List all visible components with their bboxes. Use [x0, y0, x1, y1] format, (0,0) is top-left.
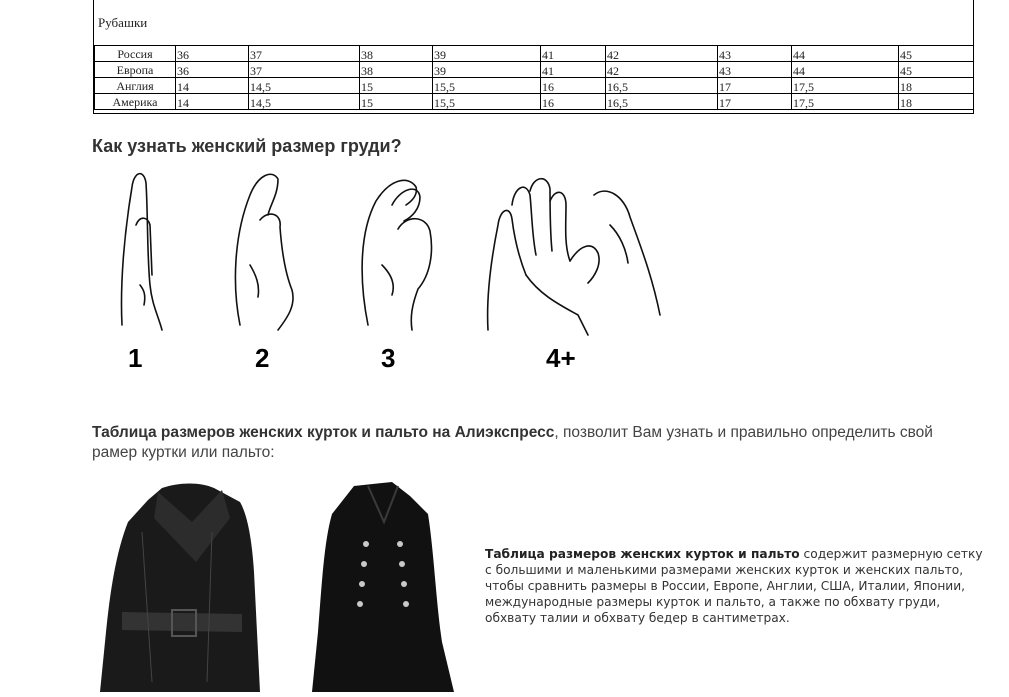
- size-cell: 41: [541, 46, 606, 62]
- size-cell: 45: [899, 62, 974, 78]
- size-cell: 17: [718, 94, 792, 110]
- table-row: [95, 62, 974, 78]
- bust-size-label: 2: [255, 343, 270, 373]
- size-cell: 16,5: [606, 94, 718, 110]
- size-cell: 39: [433, 46, 541, 62]
- description-bold: Таблица размеров женских курток и пальто: [485, 547, 800, 561]
- hand-four-fingers-icon: [488, 179, 660, 335]
- size-cell: 44: [792, 46, 899, 62]
- leather-jacket-icon: [100, 484, 260, 693]
- bust-size-hands-illustration: [100, 165, 680, 380]
- size-cell: 17,5: [792, 78, 899, 94]
- table-row: [95, 94, 974, 110]
- size-cell: 18: [899, 78, 974, 94]
- size-cell: 45: [899, 46, 974, 62]
- size-cell: 38: [360, 62, 433, 78]
- size-cell: 18: [899, 94, 974, 110]
- hand-one-finger-icon: [121, 174, 162, 330]
- intro-text: , позволит Вам узнать и правильно определить свой рамер куртки или пальто:: [92, 424, 933, 461]
- table-caption: Рубашки: [98, 15, 148, 30]
- table-row: [95, 46, 974, 62]
- hand-two-fingers-icon: [235, 174, 293, 330]
- size-cell: 39: [433, 62, 541, 78]
- size-cell: 38: [360, 46, 433, 62]
- size-cell: 17,5: [792, 94, 899, 110]
- country-cell: Европа: [95, 62, 176, 78]
- size-cell: 14,5: [249, 78, 360, 94]
- bust-size-label: 4+: [546, 343, 576, 373]
- country-cell: Россия: [95, 46, 176, 62]
- intro-paragraph: [92, 423, 972, 463]
- size-cell: 44: [792, 62, 899, 78]
- sizes-table: [94, 45, 974, 110]
- size-cell: 14,5: [249, 94, 360, 110]
- bust-size-heading: Как узнать женский размер груди?: [92, 136, 402, 156]
- size-cell: 42: [606, 62, 718, 78]
- size-cell: 15,5: [433, 78, 541, 94]
- size-cell: 14: [176, 78, 249, 94]
- size-cell: 15: [360, 78, 433, 94]
- size-cell: 36: [176, 46, 249, 62]
- bust-size-label: 3: [381, 343, 396, 373]
- size-cell: 16,5: [606, 78, 718, 94]
- size-table: [93, 0, 974, 114]
- size-cell: 15: [360, 94, 433, 110]
- size-cell: 37: [249, 62, 360, 78]
- black-coat-icon: [312, 482, 454, 692]
- table-row: [95, 78, 974, 94]
- intro-bold: Таблица размеров женских курток и пальто на Алиэкспресс: [92, 424, 555, 441]
- hand-gestures-image: [100, 165, 680, 340]
- size-cell: 43: [718, 46, 792, 62]
- size-cell: 43: [718, 62, 792, 78]
- size-cell: 14: [176, 94, 249, 110]
- country-cell: Америка: [95, 94, 176, 110]
- jacket-coat-illustration: [92, 482, 472, 692]
- hand-three-fingers-icon: [362, 180, 431, 330]
- size-cell: 16: [541, 78, 606, 94]
- size-cell: 15,5: [433, 94, 541, 110]
- bust-size-label: 1: [128, 343, 143, 373]
- jacket-coat-image: [92, 482, 472, 692]
- size-cell: 37: [249, 46, 360, 62]
- description-text: содержит размерную сетку с большими и маленькими размерами женских курток и женских пальто, чтобы сравнить размеры в России, Европе, Англии, США, Италии, Японии, международные размеры курток и пальто, а также по обхвату груди, обхвату талии и обхвату бедер в сантиметрах.: [485, 547, 983, 625]
- size-cell: 41: [541, 62, 606, 78]
- country-cell: Англия: [95, 78, 176, 94]
- size-cell: 36: [176, 62, 249, 78]
- description-paragraph: [485, 546, 985, 626]
- size-cell: 17: [718, 78, 792, 94]
- size-cell: 42: [606, 46, 718, 62]
- size-cell: 16: [541, 94, 606, 110]
